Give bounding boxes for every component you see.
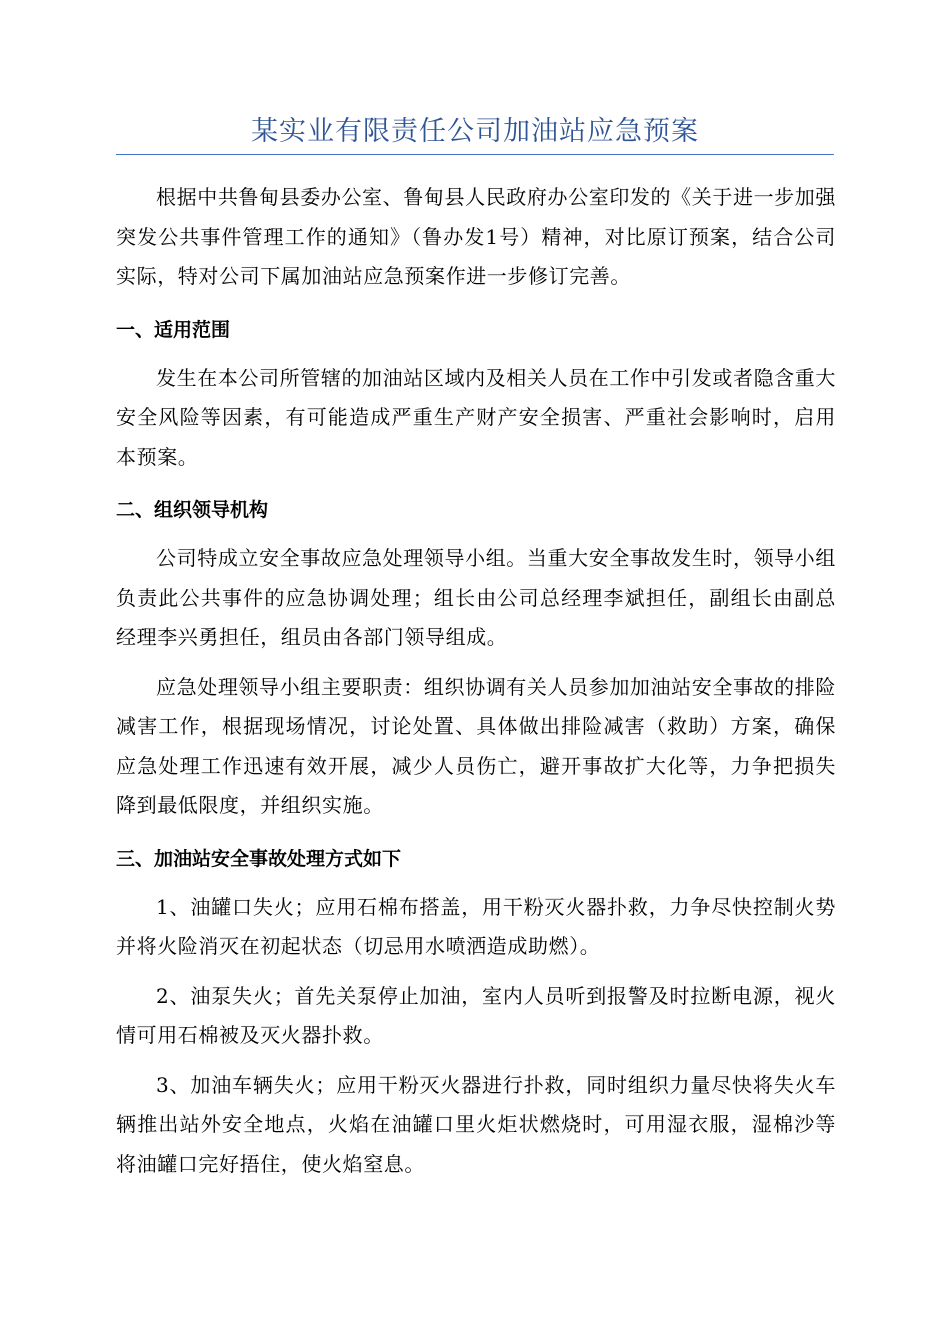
section-paragraph: 1、油罐口失火；应用石棉布搭盖，用干粉灭火器扑救，力争尽快控制火势并将火险消灭在初起状态（切忌用水喷洒造成助燃）。 — [116, 894, 836, 958]
title-block — [116, 112, 834, 155]
section-paragraph: 公司特成立安全事故应急处理领导小组。当重大安全事故发生时，领导小组负责此公共事件的应急协调处理；组长由公司总经理李斌担任，副组长由副总经理李兴勇担任，组员由各部门领导组成。 — [116, 546, 836, 649]
section-scope — [116, 307, 836, 478]
section-heading: 三、加油站安全事故处理方式如下 — [116, 847, 402, 870]
section-paragraph: 应急处理领导小组主要职责：组织协调有关人员参加加油站安全事故的排险减害工作，根据现场情况，讨论处置、具体做出排险减害（救助）方案，确保应急处理工作迅速有效开展，减少人员伤亡，避开事故扩大化等，力争把损失降到最低限度，并组织实施。 — [116, 674, 836, 817]
section-paragraph: 3、加油车辆失火；应用干粉灭火器进行扑救，同时组织力量尽快将失火车辆推出站外安全地点，火焰在油罐口里火炬状燃烧时，可用湿衣服，湿棉沙等将油罐口完好捂住，使火焰窒息。 — [116, 1072, 836, 1176]
document-body — [116, 178, 836, 1194]
title-underline — [116, 154, 834, 155]
section-paragraph: 发生在本公司所管辖的加油站区域内及相关人员在工作中引发或者隐含重大安全风险等因素，有可能造成严重生产财产安全损害、严重社会影响时，启用本预案。 — [116, 365, 836, 469]
intro-paragraph: 根据中共鲁甸县委办公室、鲁甸县人民政府办公室印发的《关于进一步加强突发公共事件管理工作的通知》（鲁办发1号）精神，对比原订预案，结合公司实际，特对公司下属加油站应急预案作进一步修订完善。 — [116, 185, 836, 288]
section-paragraph: 2、油泵失火；首先关泵停止加油，室内人员听到报警及时拉断电源，视火情可用石棉被及灭火器扑救。 — [116, 983, 836, 1047]
section-handling — [116, 836, 836, 1185]
page-title: 某实业有限责任公司加油站应急预案 — [251, 116, 699, 147]
section-heading: 一、适用范围 — [116, 318, 231, 341]
section-organization — [116, 487, 836, 826]
section-heading: 二、组织领导机构 — [116, 499, 269, 521]
